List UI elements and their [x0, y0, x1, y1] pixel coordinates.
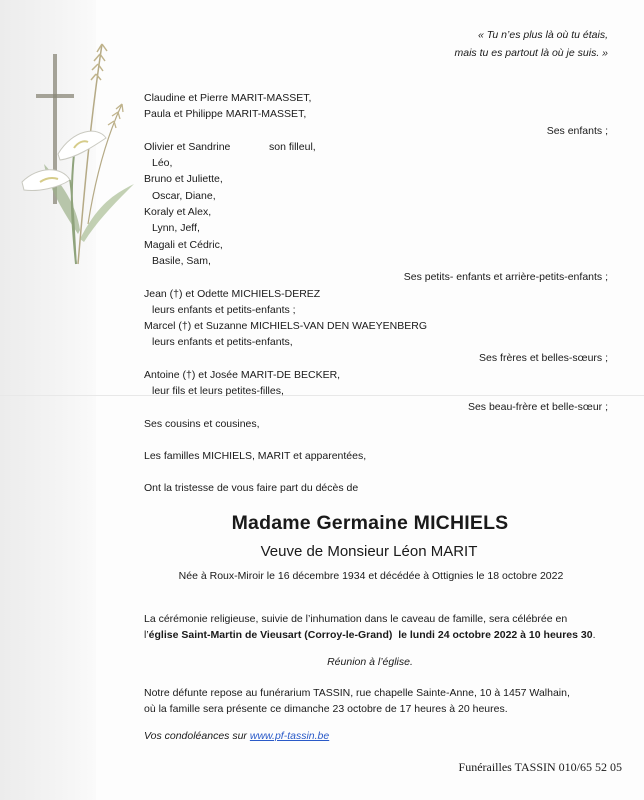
siblings-line: Jean (†) et Odette MICHIELS-DEREZ [144, 288, 321, 300]
condolences-line [144, 729, 329, 743]
funeral-home-line: où la famille sera présente ce dimanche 23 octobre de 17 heures à 20 heures. [144, 703, 508, 715]
grandchildren-label: Ses petits- enfants et arrière-petits-enfants ; [403, 271, 608, 283]
inlaws-line: leur fils et leurs petites-filles, [152, 385, 284, 397]
announcement-line: Ont la tristesse de vous faire part du décès de [144, 482, 359, 494]
lily-cross-illustration [18, 34, 138, 274]
families-line: Les familles MICHIELS, MARIT et apparentées, [144, 450, 367, 462]
funeral-home-footer: Funérailles TASSIN 010/65 52 05 [458, 760, 622, 774]
inlaws-label: Ses beau-frère et belle-sœur ; [467, 401, 608, 413]
grandchildren-line: Oscar, Diane, [152, 190, 216, 202]
condolences-link[interactable]: www.pf-tassin.be [249, 730, 330, 742]
grandchildren-line: Bruno et Juliette, [144, 173, 223, 185]
ceremony-line: La cérémonie religieuse, suivie de l’inhumation dans le caveau de famille, sera célébrée en [144, 613, 568, 625]
condolences-label: Vos condoléances sur [144, 730, 247, 742]
children-line: Claudine et Pierre MARIT-MASSET, [144, 92, 312, 104]
grandchildren-line: Olivier et Sandrine [144, 141, 231, 153]
widow-of: Veuve de Monsieur Léon MARIT [260, 543, 478, 560]
grandchildren-line: Koraly et Alex, [144, 206, 212, 218]
birth-death-line: Née à Roux-Miroir le 16 décembre 1934 et décédée à Ottignies le 18 octobre 2022 [178, 570, 564, 582]
deceased-last-name: MICHIELS [413, 512, 509, 534]
siblings-line: leurs enfants et petits-enfants ; [152, 304, 296, 316]
siblings-label: Ses frères et belles-sœurs ; [479, 352, 608, 364]
siblings-line: Marcel (†) et Suzanne MICHIELS-VAN DEN WAEYENBERG [144, 320, 427, 332]
children-line: Paula et Philippe MARIT-MASSET, [144, 108, 307, 120]
cousins-line: Ses cousins et cousines, [144, 418, 260, 430]
deceased-first-name: Madame Germaine [231, 512, 408, 534]
church-name: église Saint-Martin de Vieusart (Corroy-le-Grand) [148, 629, 393, 641]
inlaws-line: Antoine (†) et Josée MARIT-DE BECKER, [144, 369, 341, 381]
funeral-home-line: Notre défunte repose au funérarium TASSIN, rue chapelle Sainte-Anne, 10 à 1457 Walhain, [144, 687, 570, 699]
ceremony-prefix: l’ [144, 629, 149, 641]
ceremony-end: . [592, 629, 596, 641]
siblings-line: leurs enfants et petits-enfants, [152, 336, 293, 348]
grandchildren-line: Basile, Sam, [152, 255, 211, 267]
epitaph-quote [455, 26, 609, 62]
ceremony-date: le lundi 24 octobre 2022 à 10 heures 30 [398, 629, 593, 641]
grandchildren-line: Léo, [152, 157, 173, 169]
quote-line-1: « Tu n’es plus là où tu étais, [478, 29, 608, 41]
children-label: Ses enfants ; [546, 125, 608, 137]
quote-line-2: mais tu es partout là où je suis. » [454, 47, 608, 59]
deceased-name [0, 512, 644, 535]
grandchildren-line: Lynn, Jeff, [152, 222, 200, 234]
godson-note: son filleul, [269, 141, 316, 153]
meeting-note: Réunion à l’église. [327, 656, 413, 668]
ceremony-details [144, 628, 595, 642]
grandchildren-line: Magali et Cédric, [144, 239, 223, 251]
paper-fold-line [0, 395, 644, 396]
